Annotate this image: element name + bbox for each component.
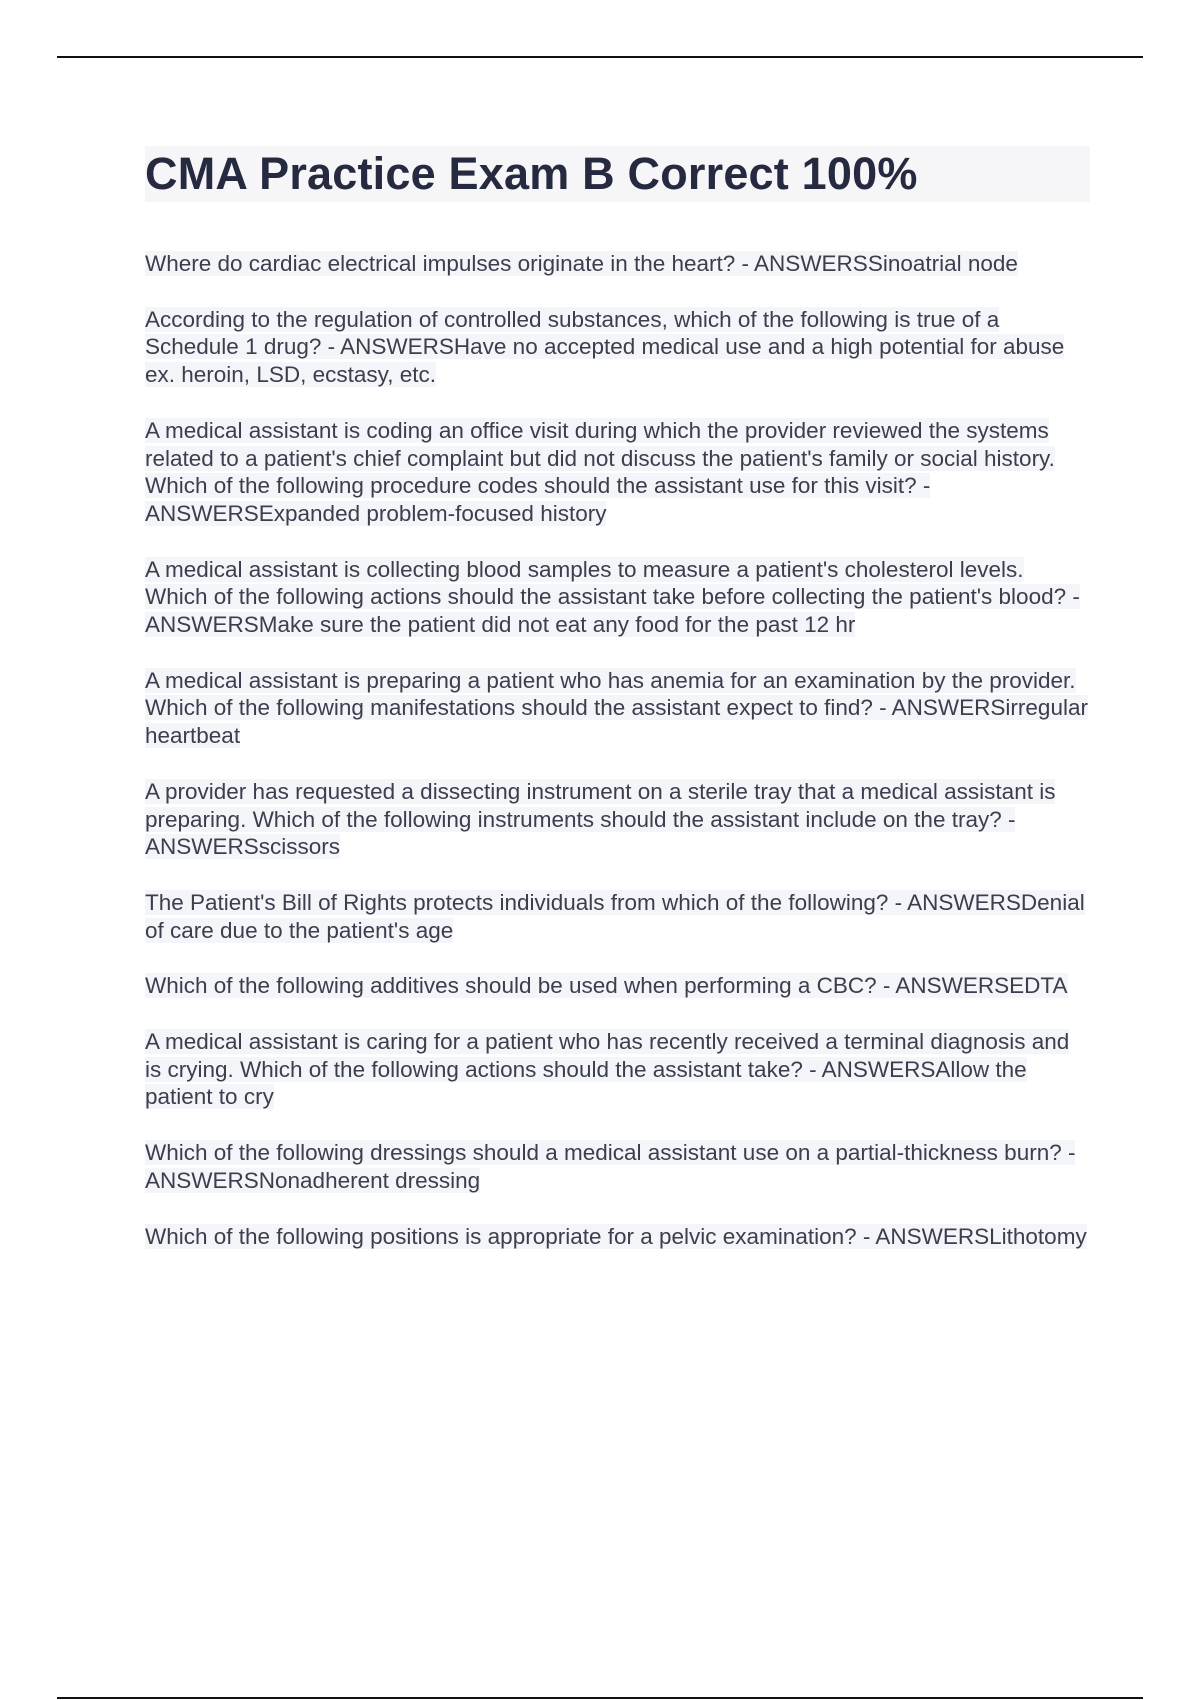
qa-item [145, 972, 1090, 1000]
qa-item [145, 1028, 1090, 1111]
qa-text: A provider has requested a dissecting instrument on a sterile tray that a medical assistant is preparing. Which of the following instruments should the assistant include on the tray? - ANSWERSscissors [145, 778, 1056, 860]
document-body [145, 146, 1090, 1278]
title-band [145, 146, 1090, 202]
bottom-rule [57, 1697, 1143, 1699]
qa-item [145, 306, 1090, 389]
qa-item [145, 889, 1090, 944]
qa-text: According to the regulation of controlled substances, which of the following is true of a Schedule 1 drug? - ANSWERSHave no accepted medical use and a high potential for abuse ex. heroin, LSD, ecstasy, etc. [145, 306, 1065, 388]
qa-item [145, 417, 1090, 528]
qa-item [145, 778, 1090, 861]
qa-text: The Patient's Bill of Rights protects individuals from which of the following? - ANSWERSDenial of care due to the patient's age [145, 889, 1085, 943]
qa-text: Which of the following additives should be used when performing a CBC? - ANSWERSEDTA [145, 973, 1068, 999]
qa-item [145, 250, 1090, 278]
qa-item [145, 1139, 1090, 1194]
qa-text: Where do cardiac electrical impulses originate in the heart? - ANSWERSSinoatrial node [145, 251, 1018, 276]
qa-text: A medical assistant is caring for a patient who has recently received a terminal diagnosis and is crying. Which of the following actions should the assistant take? - ANSWERSAllow the patient to cry [145, 1029, 1070, 1110]
qa-text: A medical assistant is collecting blood samples to measure a patient's cholesterol levels. Which of the following actions should the assistant take before collecting the patient's blood? - ANSWERSMake sure the patient did not eat any food for the past 12 hr [145, 556, 1080, 638]
qa-text: Which of the following positions is appropriate for a pelvic examination? - ANSWERSLithotomy [145, 1223, 1087, 1249]
qa-text: A medical assistant is coding an office visit during which the provider reviewed the systems related to a patient's chief complaint but did not discuss the patient's family or social history. Which of the following procedure codes should the assistant use for this visit? - ANSWERSExpanded problem-focused history [145, 417, 1055, 526]
qa-text: A medical assistant is preparing a patient who has anemia for an examination by the provider. Which of the following manifestations should the assistant expect to find? - ANSWERSirregular heartbeat [145, 667, 1088, 749]
top-rule [57, 56, 1143, 58]
qa-text: Which of the following dressings should a medical assistant use on a partial-thickness burn? - ANSWERSNonadherent dressing [145, 1140, 1076, 1193]
qa-item [145, 1223, 1090, 1251]
qa-item [145, 667, 1090, 750]
document-title: CMA Practice Exam B Correct 100% [145, 148, 918, 199]
qa-item [145, 556, 1090, 639]
